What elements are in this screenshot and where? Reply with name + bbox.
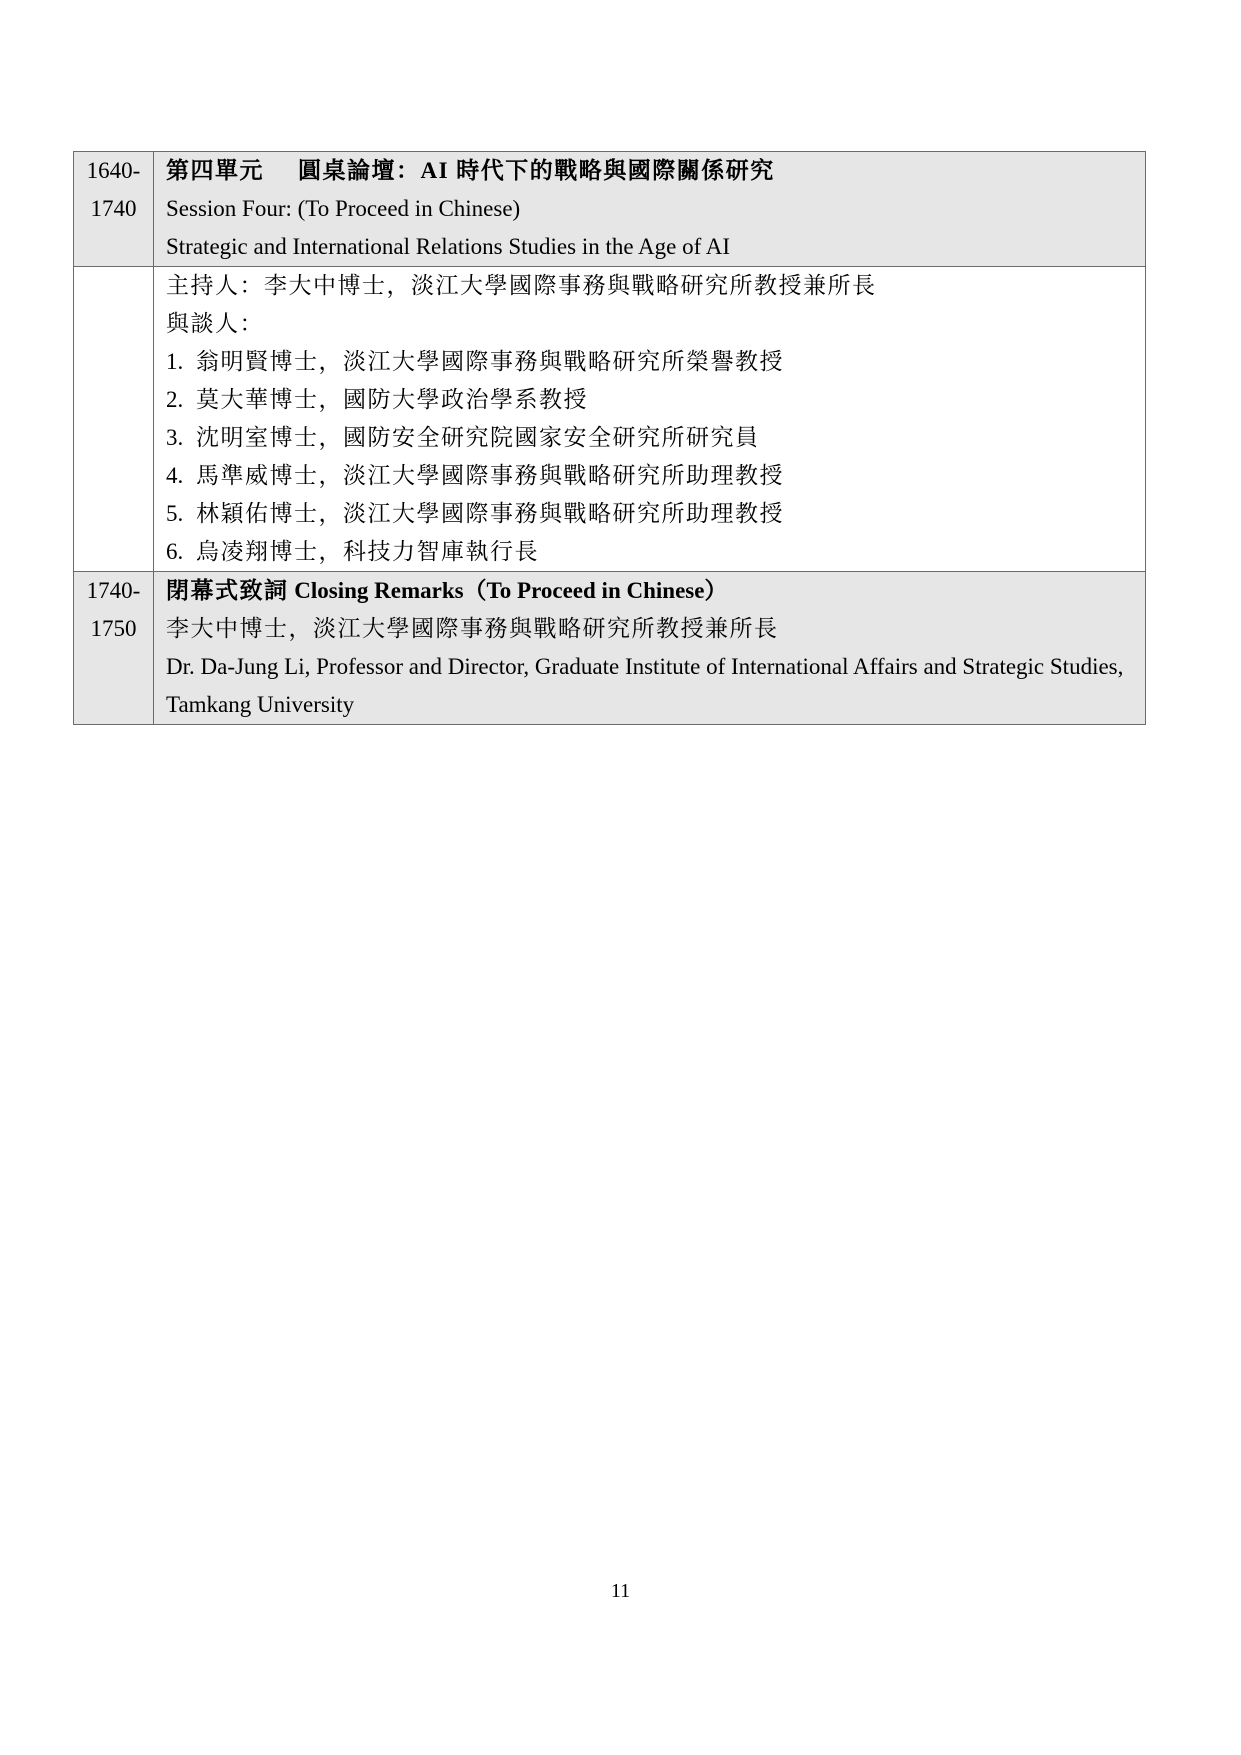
panelist-item xyxy=(166,495,1139,533)
session-four-panel-row xyxy=(74,267,1146,572)
panel-label: 與談人： xyxy=(166,311,264,336)
panelist-number: 2. xyxy=(166,387,184,412)
closing-time-end: 1750 xyxy=(90,616,137,641)
closing-title xyxy=(166,572,1139,610)
panelist-text: 沈明室博士，國防安全研究院國家安全研究所研究員 xyxy=(196,425,760,450)
session-four-header-row xyxy=(74,152,1146,267)
session-four-session-en: Session Four: (To Proceed in Chinese) xyxy=(166,196,521,221)
panelist-item xyxy=(166,533,1139,571)
session-four-title-main: 圓桌論壇：AI 時代下的戰略與國際關係研究 xyxy=(298,158,775,183)
panelist-number: 5. xyxy=(166,501,184,526)
panelist-number: 4. xyxy=(166,463,184,488)
panelist-text: 烏凌翔博士，科技力智庫執行長 xyxy=(196,539,539,564)
closing-speaker-en: Dr. Da-Jung Li, Professor and Director, Graduate Institute of International Affairs and Strategic Studies, Tamkang University xyxy=(166,654,1124,717)
session-four-title-en: Strategic and International Relations Studies in the Age of AI xyxy=(166,234,731,259)
closing-time-start: 1740- xyxy=(86,578,141,603)
session-four-time-start: 1640- xyxy=(86,158,141,183)
closing-title-zh: 閉幕式致詞 xyxy=(166,578,289,603)
panelist-text: 莫大華博士，國防大學政治學系教授 xyxy=(196,387,588,412)
closing-time-cell xyxy=(74,572,154,725)
closing-remarks-row xyxy=(74,572,1146,725)
session-four-title-cell xyxy=(154,152,1146,267)
session-four-time-cell xyxy=(74,152,154,267)
session-four-panel-time-cell xyxy=(74,267,154,572)
closing-content-cell xyxy=(154,572,1146,725)
session-four-time-end: 1740 xyxy=(90,196,137,221)
session-four-panel-cell xyxy=(154,267,1146,572)
agenda-table xyxy=(73,151,1146,725)
panelist-item xyxy=(166,419,1139,457)
closing-speaker-zh: 李大中博士，淡江大學國際事務與戰略研究所教授兼所長 xyxy=(166,616,779,641)
moderator-line: 主持人：李大中博士，淡江大學國際事務與戰略研究所教授兼所長 xyxy=(166,273,877,298)
session-four-title-prefix: 第四單元 xyxy=(166,158,264,183)
panelist-item xyxy=(166,381,1139,419)
panelist-item xyxy=(166,343,1139,381)
page-number: 11 xyxy=(610,1580,631,1602)
panelist-text: 林穎佑博士，淡江大學國際事務與戰略研究所助理教授 xyxy=(196,501,784,526)
panelist-number: 3. xyxy=(166,425,184,450)
panelist-item xyxy=(166,457,1139,495)
session-four-title-zh xyxy=(166,152,1139,190)
panelist-number: 6. xyxy=(166,539,184,564)
panelist-text: 馬準威博士，淡江大學國際事務與戰略研究所助理教授 xyxy=(196,463,784,488)
panelist-number: 1. xyxy=(166,349,184,374)
closing-title-en: Closing Remarks（To Proceed in Chinese） xyxy=(294,578,728,603)
panelist-text: 翁明賢博士，淡江大學國際事務與戰略研究所榮譽教授 xyxy=(196,349,784,374)
